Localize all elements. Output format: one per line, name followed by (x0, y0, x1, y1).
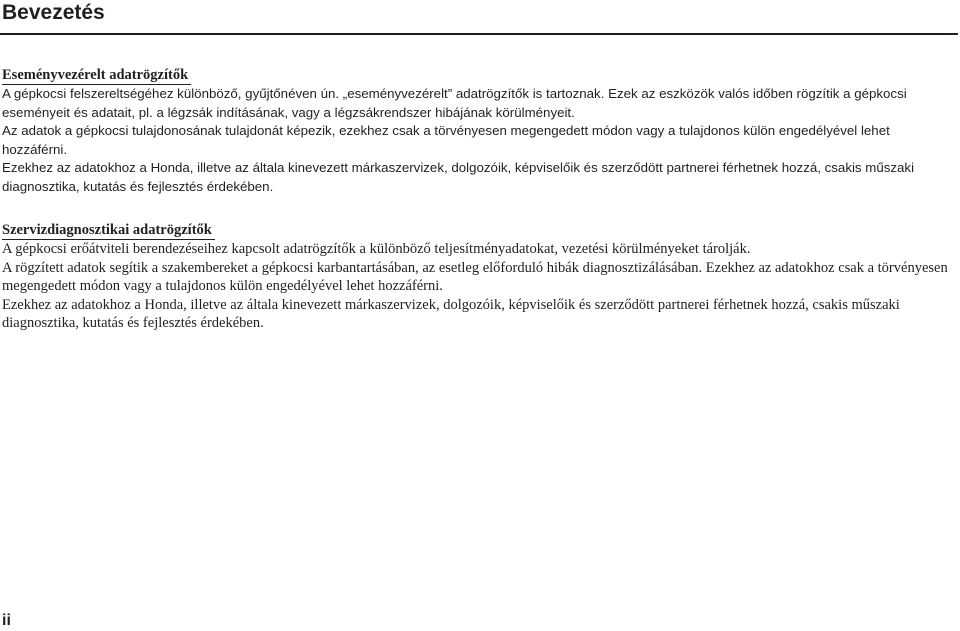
paragraph: Ezekhez az adatokhoz a Honda, illetve az általa kinevezett márkaszervizek, dolgozóik, képviselőik és szerződött partnerei férhetnek hozzá, csakis műszaki diagnosztika, kutatás és fejlesztés érdekében. (2, 296, 900, 331)
title-divider (0, 33, 958, 35)
section-heading: Eseményvezérelt adatrögzítők (2, 66, 191, 85)
paragraph: Az adatok a gépkocsi tulajdonosának tulajdonát képezik, ezekhez csak a törvényesen megengedett módon vagy a tulajdonos külön engedélyével lehet hozzáférni. (2, 123, 890, 157)
paragraph: A rögzített adatok segítik a szakembereket a gépkocsi karbantartásában, az esetleg előforduló hibák diagnosztizálásában. Ezekhez az adatokhoz csak a törvényesen megengedett módon vagy a tulajdonos külön engedélyével lehet hozzáférni. (2, 259, 948, 294)
page-title: Bevezetés (2, 1, 105, 24)
page-number: ii (2, 612, 11, 629)
section-event-recorders (2, 66, 957, 196)
paragraph: A gépkocsi erőátviteli berendezéseihez kapcsolt adatrögzítők a különböző teljesítményadatokat, vezetési körülményeket tárolják. (2, 241, 751, 257)
section-service-diagnostic-recorders (2, 221, 957, 333)
paragraph: Ezekhez az adatokhoz a Honda, illetve az általa kinevezett márkaszervizek, dolgozóik, képviselőik és szerződött partnerei férhetnek hozzá, csakis műszaki diagnosztika, kutatás és fejlesztés érdekében. (2, 160, 915, 194)
section-heading: Szervizdiagnosztikai adatrögzítők (2, 221, 215, 240)
paragraph: A gépkocsi felszereltségéhez különböző, gyűjtőnéven ún. „eseményvezérelt” adatrögzítők is tartoznak. Ezek az eszközök valós időben rögzítik a gépkocsi eseményeit és adatait, pl. a légzsák indításának, vagy a légzsákrendszer hibájának körülményeit. (2, 86, 907, 120)
